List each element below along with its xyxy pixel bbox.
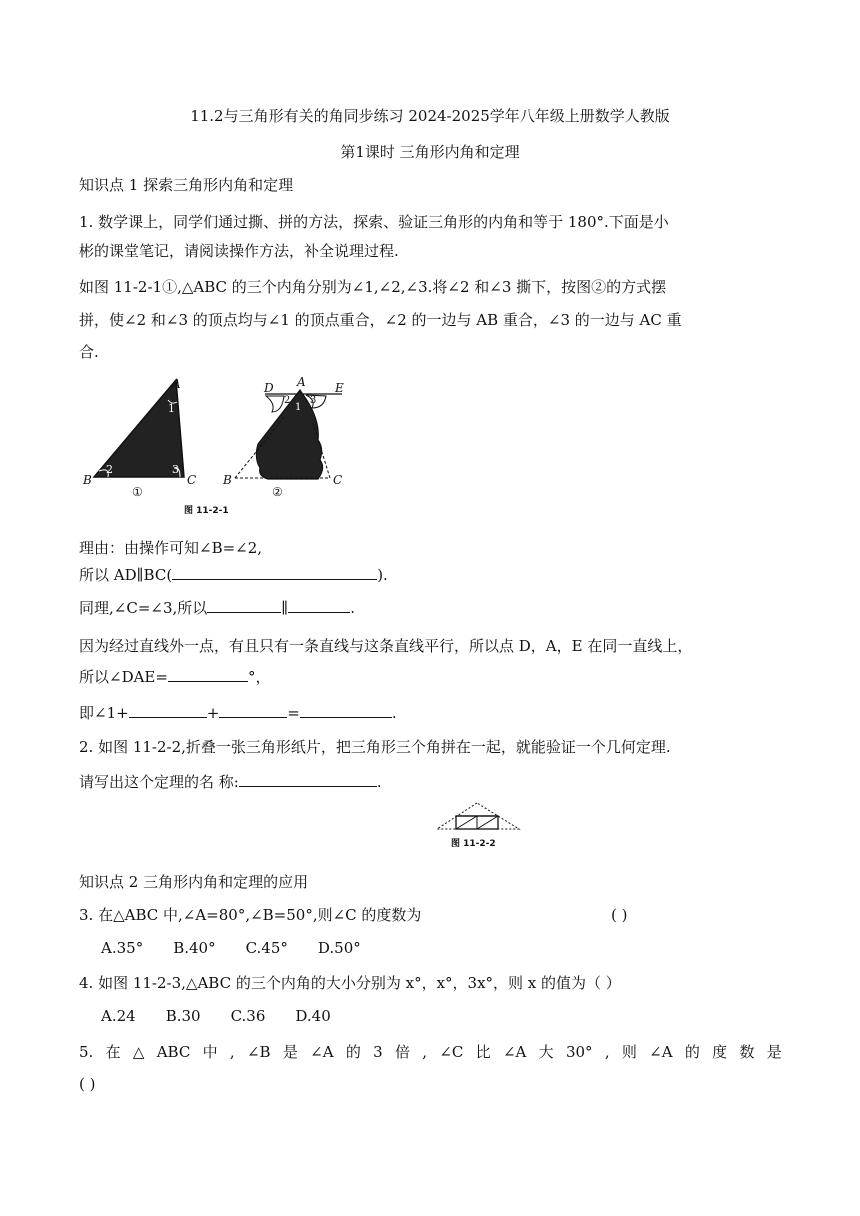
fig1-angle-1: 1: [168, 402, 175, 415]
answer-blank-parallel-left[interactable]: [207, 598, 281, 613]
q4-options: [101, 1006, 361, 1026]
figure-caption-11-2-2: 图 11-2-2: [451, 839, 496, 849]
q5-answer-paren[interactable]: ( ): [79, 1075, 96, 1093]
section-heading-2: 知识点 2 三角形内角和定理的应用: [79, 873, 309, 891]
figure-11-2-2: [433, 801, 523, 831]
q5-token: 度: [712, 1043, 728, 1061]
q1-reason-line-3: [79, 598, 355, 618]
fig2-angle-3: 3: [310, 395, 317, 406]
fig2-angle-1: 1: [295, 402, 302, 413]
q1-reason-6-prefix: 即∠1+: [79, 704, 129, 722]
q1-reason-6-equals: =: [287, 704, 300, 722]
q1-reason-3-suffix: .: [350, 599, 355, 617]
fig1-label-a: A: [172, 377, 181, 391]
q4-option-d[interactable]: D.40: [295, 1007, 331, 1025]
q5-token: 是: [282, 1043, 298, 1061]
q5-token: 的: [684, 1043, 700, 1061]
fig2-label-c: C: [333, 473, 343, 487]
q1-reason-2-suffix: ).: [377, 566, 388, 584]
q3-answer-paren[interactable]: ( ): [611, 906, 628, 924]
q4-stem: 4. 如图 11-2-3,△ABC 的三个内角的大小分别为 x°，x°，3x°，则 x 的值为（ ）: [79, 974, 621, 992]
figure-1-right-triangle: [222, 375, 344, 499]
fig2-label-d: D: [264, 381, 274, 395]
q5-token: 30°: [565, 1043, 593, 1061]
answer-blank-theorem[interactable]: [239, 772, 377, 787]
section-heading-1: 知识点 1 探索三角形内角和定理: [79, 176, 294, 194]
q3-option-d[interactable]: D.50°: [317, 939, 361, 957]
figure-11-2-1: [80, 372, 380, 517]
q3-option-c[interactable]: C.45°: [245, 939, 288, 957]
q5-token: 5.: [79, 1043, 94, 1061]
q1-reason-2-prefix: 所以 AD∥BC(: [79, 566, 173, 584]
q1-reason-6-suffix: .: [391, 704, 397, 722]
fig1-angle-3: 3: [172, 463, 179, 476]
q3-stem: 3. 在△ABC 中,∠A=80°,∠B=50°,则∠C 的度数为: [79, 906, 422, 924]
q5-token: △: [132, 1043, 145, 1061]
q5-token: 是: [766, 1043, 782, 1061]
q4-option-c[interactable]: C.36: [230, 1007, 266, 1025]
q4-option-a[interactable]: A.24: [101, 1007, 136, 1025]
lesson-subtitle: 第1课时 三角形内角和定理: [340, 143, 520, 161]
q5-token: ,: [604, 1043, 610, 1061]
answer-blank-reason[interactable]: [172, 565, 377, 580]
answer-blank-sum-2[interactable]: [219, 703, 287, 718]
q1-reason-3-prefix: 同理,∠C=∠3,所以: [79, 599, 208, 617]
figure-caption-11-2-1: 图 11-2-1: [184, 506, 229, 516]
q5-token: ∠A: [310, 1043, 334, 1061]
answer-blank-parallel-right[interactable]: [288, 598, 350, 613]
fig1-angle-2: 2: [106, 463, 113, 476]
fig1-label-c: C: [187, 473, 197, 487]
q5-text-line-1: [79, 1042, 782, 1062]
q5-token: ∠C: [439, 1043, 464, 1061]
q2-text-line-1: 2. 如图 11-2-2,折叠一张三角形纸片，把三角形三个角拼在一起，就能验证一个几何定理.: [79, 738, 671, 756]
q1-text-line-1: 1. 数学课上，同学们通过撕、拼的方法，探索、验证三角形的内角和等于 180°.下面是小: [79, 213, 669, 231]
q5-token: 3: [373, 1043, 383, 1061]
q5-token: ABC: [156, 1043, 191, 1061]
q1-reason-line-2: [79, 565, 388, 585]
q5-token: 大: [538, 1043, 554, 1061]
q1-reason-line-5: [79, 667, 270, 687]
fig1-label-b: B: [83, 473, 92, 487]
answer-blank-sum-3[interactable]: [300, 703, 392, 718]
fig2-label-a: A: [297, 375, 306, 389]
q1-text-line-4: 拼，使∠2 和∠3 的顶点均与∠1 的顶点重合，∠2 的一边与 AB 重合，∠3 的一边与 AC 重: [79, 311, 682, 329]
q1-reason-line-1: 理由：由操作可知∠B=∠2,: [79, 539, 263, 557]
q1-text-line-5: 合.: [79, 343, 99, 361]
q1-reason-5-prefix: 所以∠DAE=: [79, 668, 168, 686]
q5-token: 比: [475, 1043, 491, 1061]
q1-text-line-3: 如图 11-2-1①,△ABC 的三个内角分别为∠1,∠2,∠3.将∠2 和∠3 撕下，按图②的方式摆: [79, 278, 667, 296]
q5-token: 则: [621, 1043, 637, 1061]
fig1-caption-1: ①: [132, 485, 143, 499]
q5-token: 的: [345, 1043, 361, 1061]
q5-token: ,: [229, 1043, 235, 1061]
q3-option-b[interactable]: B.40°: [173, 939, 216, 957]
document-title: 11.2与三角形有关的角同步练习 2024-2025学年八年级上册数学人教版: [190, 107, 670, 125]
answer-blank-dae[interactable]: [168, 667, 248, 682]
q5-token: ∠B: [246, 1043, 271, 1061]
q2-text-line-2-prefix: 请写出这个定理的名 称:: [79, 773, 239, 791]
q5-token: ,: [422, 1043, 428, 1061]
q1-reason-line-4: 因为经过直线外一点，有且只有一条直线与这条直线平行，所以点 D，A，E 在同一直线上，: [79, 637, 693, 655]
answer-blank-sum-1[interactable]: [129, 703, 207, 718]
fig2-angle-2: 2: [284, 395, 291, 406]
q3-option-a[interactable]: A.35°: [101, 939, 144, 957]
q2-text-line-2: [79, 772, 382, 792]
fig2-label-e: E: [335, 381, 344, 395]
q5-token: 数: [739, 1043, 755, 1061]
q1-text-line-2: 彬的课堂笔记，请阅读操作方法，补全说理过程.: [79, 242, 399, 260]
q5-token: 中: [202, 1043, 218, 1061]
fig2-caption-2: ②: [272, 485, 283, 499]
q4-option-b[interactable]: B.30: [165, 1007, 201, 1025]
q1-reason-5-suffix: °，: [247, 668, 271, 686]
figure-1-left-triangle: [82, 377, 196, 499]
q1-reason-line-6: [79, 703, 397, 723]
q3-options: [101, 938, 391, 958]
q5-token: 倍: [394, 1043, 410, 1061]
fig2-label-b: B: [223, 473, 232, 487]
q2-text-line-2-suffix: .: [376, 773, 382, 791]
q1-reason-6-plus: +: [206, 704, 220, 722]
q5-token: 在: [105, 1043, 121, 1061]
q5-token: ∠A: [649, 1043, 673, 1061]
q5-token: ∠A: [502, 1043, 527, 1061]
q1-reason-3-parallel: ∥: [281, 599, 289, 617]
